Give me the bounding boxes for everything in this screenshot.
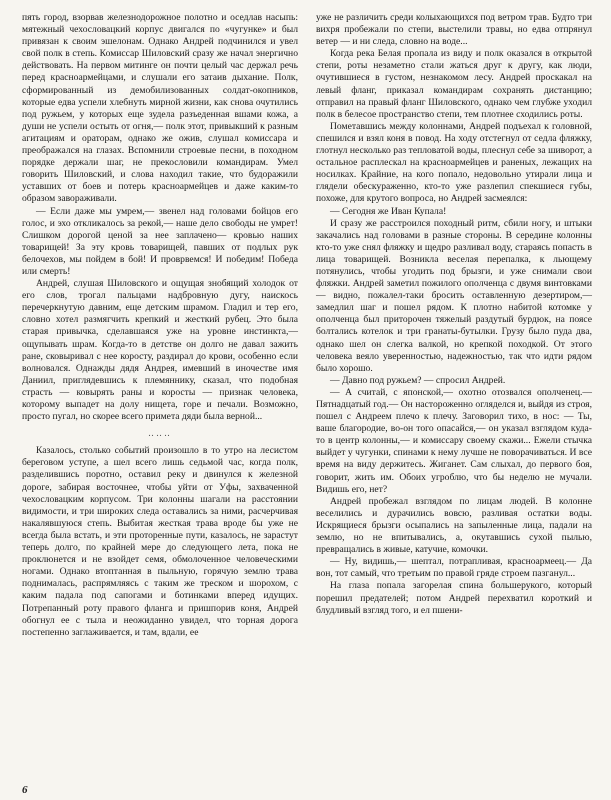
paragraph: Пометавшись между колоннами, Андрей подъехал к головной, спешился и взял коня в повод. На ходу отстегнул от седла фляжку, глотнул несколько раз тепловатой воды, плеснул себе за шиворот, а остальное расплескал на красноармейцев и раненых, лежащих на носилках. Крайние, на кого попало, недовольно утирали лица и глядели обескураженно, кто-то уже разлепил спекшиеся губы, похоже, для крутого вопроса, но Андрей засмеялся: [316,120,592,205]
document-page [22,12,594,782]
paragraph: Казалось, столько событий произошло в то утро на лесистом береговом уступе, а шел всего лишь седьмой час, когда полк, разделившись поротно, оставил реку и двинулся к железной дороге, забирая восточнее, чтобы уйти от Уфы, захваченной чехословацким корпусом. Три колонны шагали на расстоянии видимости, и три широких следа оставались за ними, расчерчивая накалявшуюся степь. Выбитая жесткая трава вроде бы уже не всегда была встать, и эти проторенные пути, казалось, не зарастут теперь долго, по крайней мере до следующего лета, пока не проклюнется и не взойдет семя, обмолоченное человеческими ногами. Однако втоптанная в пыльную, горячую землю трава поднималась, распрямляясь с таким же треском и шорохом, с каким падала под сапогами и ботинками вперед идущих. Потрепанный роту правого фланга и пришпорив коня, Андрей обогнул ее с тыла и неожиданно увидел, что торная дорога постепенно заглаживается, и там, вдали, ее [22,445,298,638]
paragraph: Андрей пробежал взглядом по лицам людей. В колонне веселились и дурачились вовсю, разливая остатки воды. Искрящиеся брызги осыпались на запыленные лица, падали на землю, но не впитывались, а, окутавшись сухой пылью, превращались в живые, катучие, комочки. [316,495,592,556]
paragraph: — Если даже мы умрем,— звенел над головами бойцов его голос, и эхо откликалось за рекой,— наше дело свободы не умрет! Слишком дорогой ценой за нее заплачено— кровью наших товарищей! За эту кровь товарищей, павших от подлых рук белочехов, мы пойдем в бой! И проврвемся! И победим! Победа или смерть! [22,205,298,277]
paragraph: пять город, взорвав железнодорожное полотно и оседлав насыпь: мятежный чехословацкий корпус двигался по «чугунке» и был привязан к своим эшелонам. Однако Андрей подчинился и увел свой полк в степь. Комиссар Шиловский сразу же начал энергично действовать. На первом митинге он почти целый час держал речь перед красноармейцами, и слушали его затаив дыхание. Полк, сформированный из демобилизованных солдат-окопников, которые едва успели хлебнуть мирной жизни, как снова очутились под ружьем, у которых еще зудела разъеденная вшами кожа, а души не успели остыть от огня,— полк этот, привыкший к разным агитациям и ораторам, однако же ожив, слушал комиссара и преображался на глазах. Вспомнили строевые песни, в походном порядке держали шаг, не прекословили командирам. Умел говорить Шиловский, и слова находил такие, что будоражили уставших от боев и потерь красноармейцев и даже каким-то образом завораживали. [22,12,298,205]
paragraph: И сразу же расстроился походный ритм, сбили ногу, и штыки закачались над головами в разные стороны. В середине колонны кто-то уже снял фляжку и щедро разливал воду, стараясь попасть в лица товарищей. Возникла веселая перепалка, к льющему потянулись, чтобы угодить под брызги, и уже снимали свои фляжки. Андрей заметил пожилого ополченца с двумя винтовками — видно, пожалел-таки бросить оставленную дезертиром,— замедлил шаг и пошел рядом. К плотно набитой котомке у ополченца был приторочен тяжелый раздутый бурдюк, на поясе болтались котелок и три гранаты-бутылки. Грузу было пуда два, однако шел он слегка валкой, но крепкой походкой. От этого человека веяло уверенностью, надежностью, так что идти рядом было хорошо. [316,217,592,374]
paragraph: уже не различить среди колыхающихся под ветром трав. Будто три вихря пробежали по степи, выстелили травы, но едва отпрянул ветер — и ни следа, словно на воде... [316,12,592,48]
paragraph: — Давно под ружьем? — спросил Андрей. [330,374,506,386]
paragraph: — Ну, видишь,— шептал, потрапливая, красноармеец.— Да вон, тот самый, что третьим по правой гряде строем пазганул... [316,556,592,580]
section-separator: ‥‥‥ [147,428,172,439]
left-column [22,12,298,639]
page-number: 6 [22,784,28,796]
paragraph: — Сегодня же Иван Купала! [330,205,447,217]
right-column [316,12,592,617]
paragraph: Когда река Белая пропала из виду и полк оказался в открытой степи, роты незаметно стали жаться друг к другу, как люди, очутившиеся в густом, незнакомом лесу. Андрей проскакал на левый фланг, приказал командирам сохранять дистанцию; отправил на правый фланг Шиловского, однако чем глубже уходил полк в белесое пространство степи, тем плотнее сходились роты. [316,48,592,120]
paragraph: — А считай, с японской,— охотно отозвался ополченец.— Пятнадцатый год.— Он настороженно огляделся и, выйдя из строя, пошел с Андреем плечо к плечу. Заговорил тихо, в нос: — Ты, ваше благородие, во-он того опасайся,— он указал взглядом куда-то в центр колонны,— и комиссару своему скажи... Ежели стычка выйдет у чугунки, спинами к нему лучше не поворачиваться. И все время на виду держитесь. Жиганет. Сам слыхал, до первого боя, говорит, жить им. Обоих угроблю, что бы неделю не мучали. Видишь его, нет? [316,386,592,495]
paragraph: Андрей, слушая Шиловского и ощущая знобящий холодок от его слов, трогал пальцами надбровную дугу, наискось перечеркнутую давним, еще детским шрамом. Гладил и тер его, словно хотел размягчить крепкий и жесткий рубец. Это была старая привычка, сделавшаяся уже на уровне инстинкта,— ощупывать шрам. Когда-то в детстве он долго не давал зажить ране, сковыривал с нее коросту, раздирал до крови, особенно если волновался. Однажды дядя Андрея, имевший в иночестве имя Даниил, приглядевшись к племяннику, сказал, что подобная страсть — ковырять раны и коросты — признак человека, которому выпадет на долу нищета, горе и печали. Возможно, просто пугал, но скорее всего примета дяди была верной... [22,278,298,423]
paragraph: На глаза попала загорелая спина большерукого, который порешил предателей; потом Андрей перехватил короткий и блудливый взгляд того, и ел пшени- [316,580,592,616]
